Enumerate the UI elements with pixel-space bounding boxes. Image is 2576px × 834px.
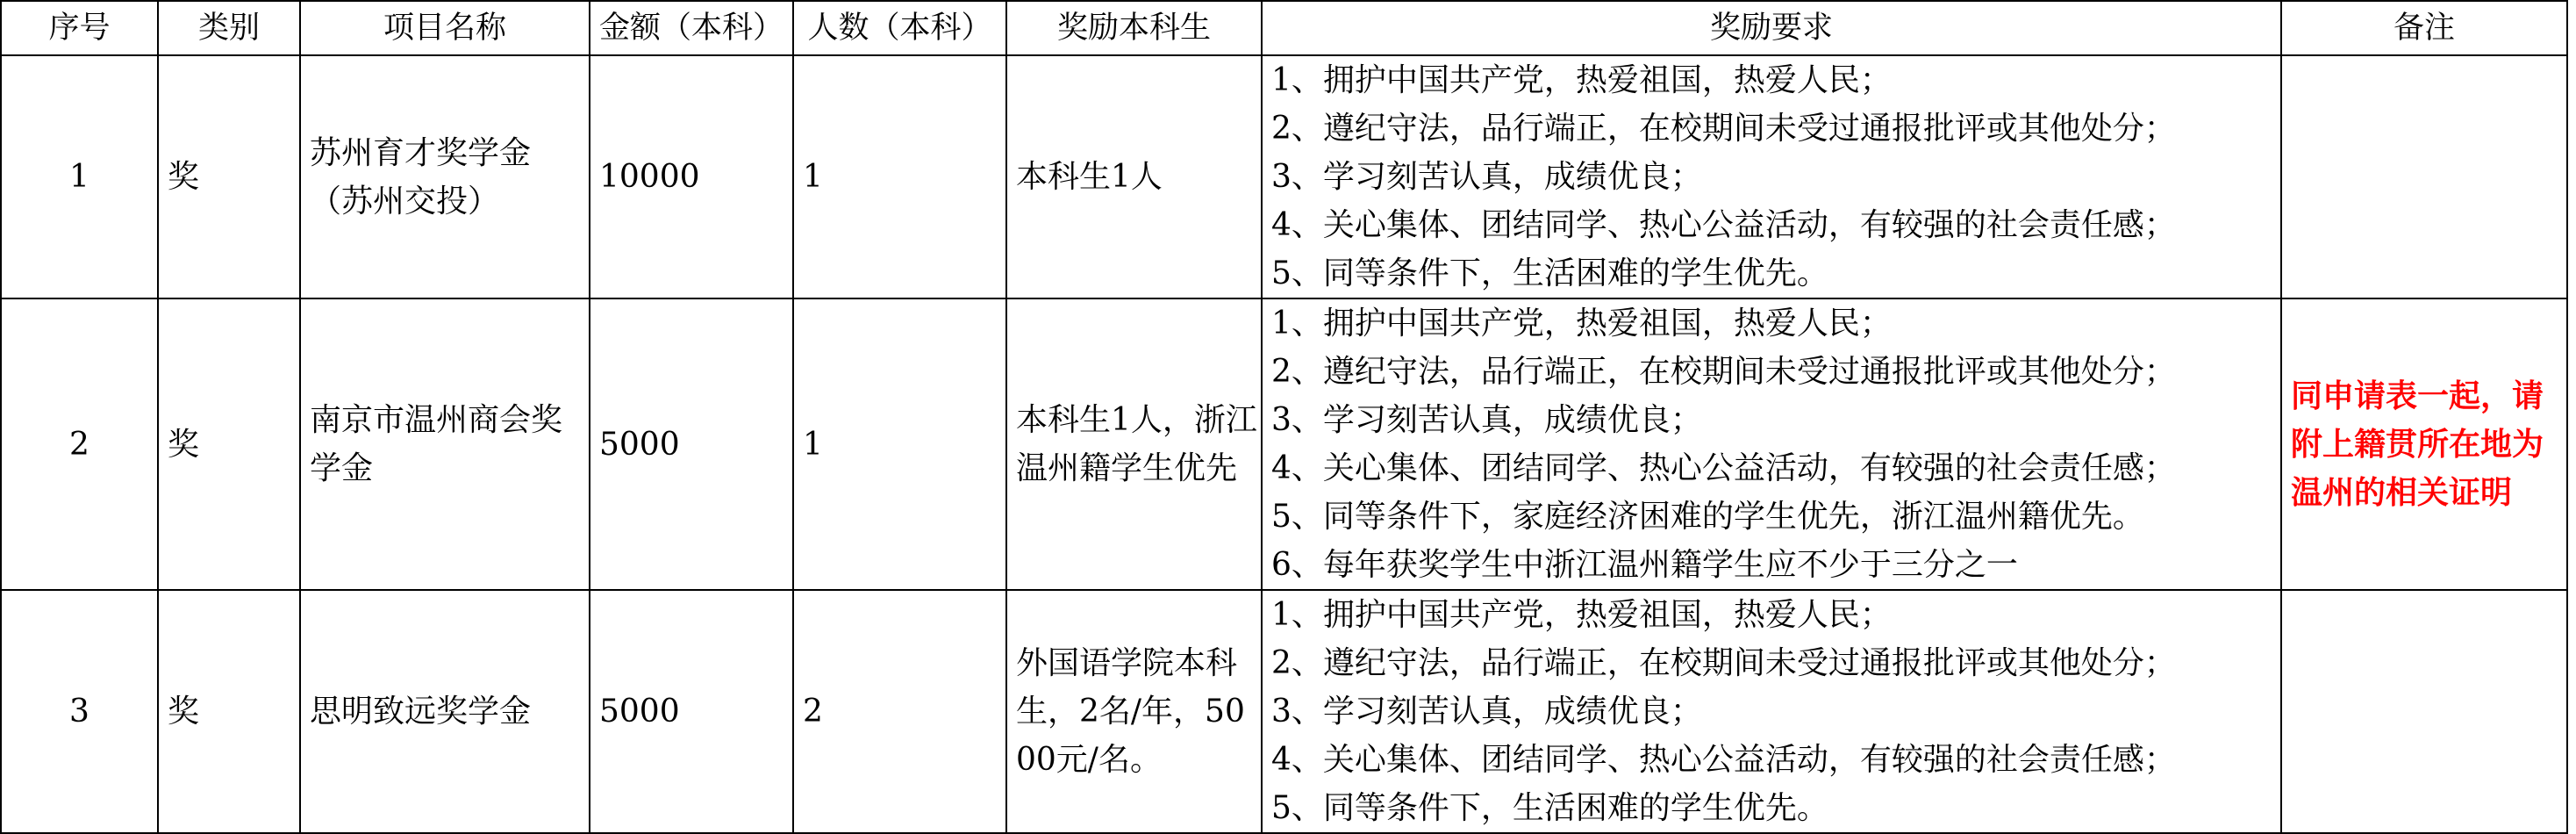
row-count: 2: [793, 590, 1006, 833]
requirement-line: 1、拥护中国共产党，热爱祖国，热爱人民；: [1271, 597, 1892, 633]
header-award-undergrad: 奖励本科生: [1006, 1, 1262, 55]
requirement-line: 2、遵纪守法，品行端正，在校期间未受过通报批评或其他处分；: [1271, 111, 2176, 147]
table-row: [1, 298, 2567, 590]
row-requirements: [1262, 590, 2281, 833]
row-award-undergrad: 本科生1人，浙江温州籍学生优先: [1006, 298, 1262, 590]
header-amount: 金额（本科）: [590, 1, 793, 55]
row-requirements: [1262, 298, 2281, 590]
header-name: 项目名称: [300, 1, 590, 55]
row-name: 南京市温州商会奖学金: [300, 298, 590, 590]
row-category: 奖: [158, 590, 300, 833]
requirement-line: 1、拥护中国共产党，热爱祖国，热爱人民；: [1271, 306, 1892, 342]
requirement-line: 3、学习刻苦认真，成绩优良；: [1271, 159, 1702, 195]
header-row: [1, 1, 2567, 55]
requirement-line: 6、每年获奖学生中浙江温州籍学生应不少于三分之一: [1271, 547, 2018, 583]
requirement-line: 2、遵纪守法，品行端正，在校期间未受过通报批评或其他处分；: [1271, 354, 2176, 390]
requirement-line: 3、学习刻苦认真，成绩优良；: [1271, 402, 1702, 438]
row-no: 2: [1, 298, 158, 590]
requirement-line: 2、遵纪守法，品行端正，在校期间未受过通报批评或其他处分；: [1271, 645, 2176, 681]
row-amount: 5000: [590, 590, 793, 833]
requirement-line: 5、同等条件下，家庭经济困难的学生优先，浙江温州籍优先。: [1271, 499, 2144, 535]
requirement-line: 5、同等条件下，生活困难的学生优先。: [1271, 790, 1828, 826]
requirement-line: 4、关心集体、团结同学、热心公益活动，有较强的社会责任感；: [1271, 450, 2176, 486]
row-no: 1: [1, 55, 158, 298]
row-category: 奖: [158, 55, 300, 298]
row-count: 1: [793, 298, 1006, 590]
requirement-line: 4、关心集体、团结同学、热心公益活动，有较强的社会责任感；: [1271, 742, 2176, 778]
row-remarks: 同申请表一起，请附上籍贯所在地为温州的相关证明: [2281, 298, 2567, 590]
header-no: 序号: [1, 1, 158, 55]
row-category: 奖: [158, 298, 300, 590]
row-name: 苏州育才奖学金（苏州交投）: [300, 55, 590, 298]
row-amount: 5000: [590, 298, 793, 590]
row-remarks: [2281, 590, 2567, 833]
requirement-line: 1、拥护中国共产党，热爱祖国，热爱人民；: [1271, 62, 1892, 98]
requirement-line: 4、关心集体、团结同学、热心公益活动，有较强的社会责任感；: [1271, 207, 2176, 243]
row-requirements: [1262, 55, 2281, 298]
header-category: 类别: [158, 1, 300, 55]
requirement-line: 3、学习刻苦认真，成绩优良；: [1271, 694, 1702, 730]
row-name: 思明致远奖学金: [300, 590, 590, 833]
row-award-undergrad: 本科生1人: [1006, 55, 1262, 298]
row-no: 3: [1, 590, 158, 833]
header-count: 人数（本科）: [793, 1, 1006, 55]
table-row: [1, 55, 2567, 298]
requirement-line: 5、同等条件下，生活困难的学生优先。: [1271, 255, 1828, 291]
header-remarks: 备注: [2281, 1, 2567, 55]
row-count: 1: [793, 55, 1006, 298]
table-row: [1, 590, 2567, 833]
row-remarks: [2281, 55, 2567, 298]
header-requirements: 奖励要求: [1262, 1, 2281, 55]
row-award-undergrad: 外国语学院本科生，2名/年，5000元/名。: [1006, 590, 1262, 833]
row-amount: 10000: [590, 55, 793, 298]
